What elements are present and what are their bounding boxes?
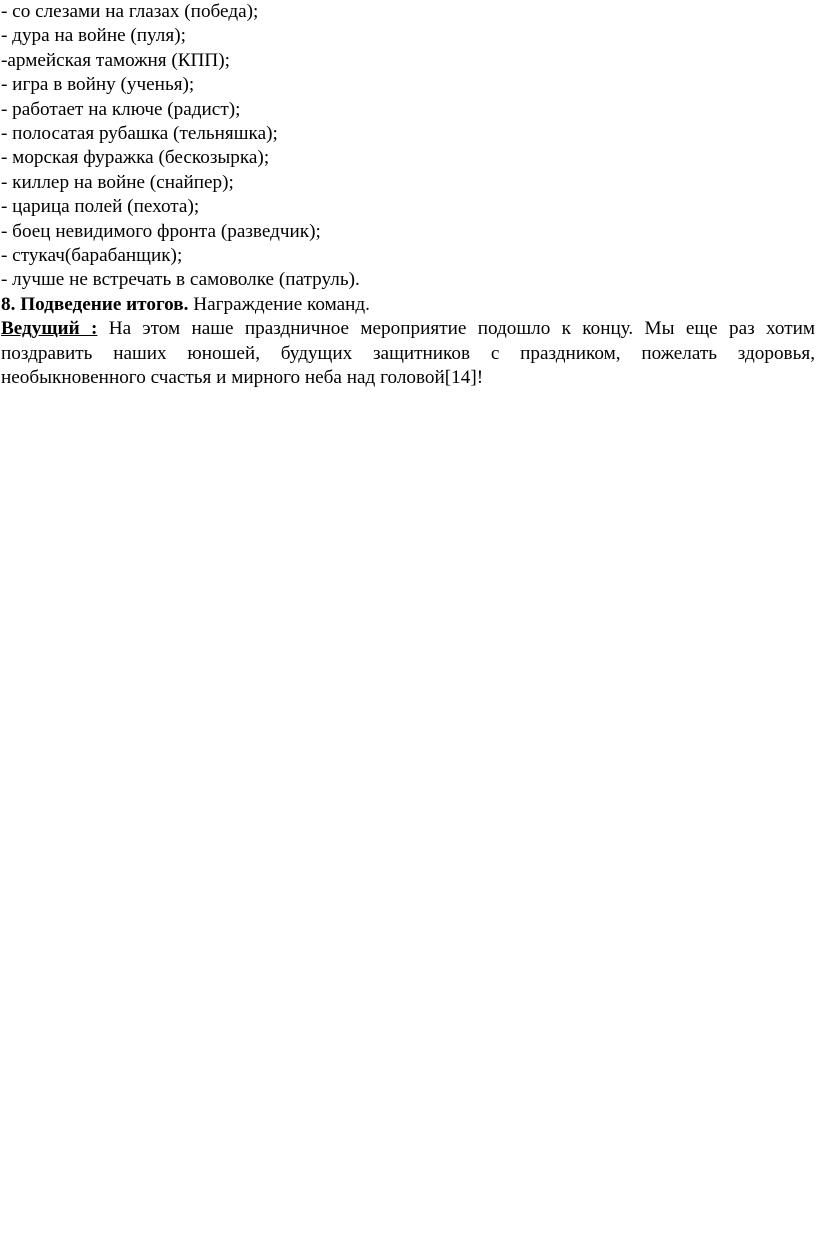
list-item: -армейская таможня (КПП);	[1, 49, 230, 71]
section-heading: 8. Подведение итогов.	[1, 293, 189, 315]
list-item: - царица полей (пехота);	[1, 196, 200, 218]
list-item: - дура на войне (пуля);	[1, 25, 186, 47]
list-item: - работает на ключе (радист);	[1, 98, 241, 120]
list-item: - киллер на войне (снайпер);	[1, 171, 234, 193]
answers-list	[1, 0, 815, 293]
list-item: - со слезами на глазах (победа);	[1, 1, 259, 22]
document-body	[1, 0, 815, 391]
list-item: - стукач(барабанщик);	[1, 245, 183, 267]
section-line	[1, 293, 815, 317]
closing-paragraph	[1, 317, 815, 390]
list-item: - морская фуражка (бескозырка);	[1, 147, 270, 169]
list-item: - игра в войну (ученья);	[1, 74, 195, 96]
list-item: - полосатая рубашка (тельняшка);	[1, 123, 278, 145]
section-text: Награждение команд.	[188, 293, 370, 315]
speaker-label: Ведущий :	[1, 318, 98, 340]
list-item: - боец невидимого фронта (разведчик);	[1, 220, 321, 242]
list-item: - лучше не встречать в самоволке (патруль).	[1, 269, 360, 291]
closing-text: На этом наше праздничное мероприятие подошло к концу. Мы еще раз хотим поздравить наших юношей, будущих защитников с праздником, пожелать здоровья, необыкновенного счастья и мирного неба над головой[14]!	[1, 318, 815, 389]
